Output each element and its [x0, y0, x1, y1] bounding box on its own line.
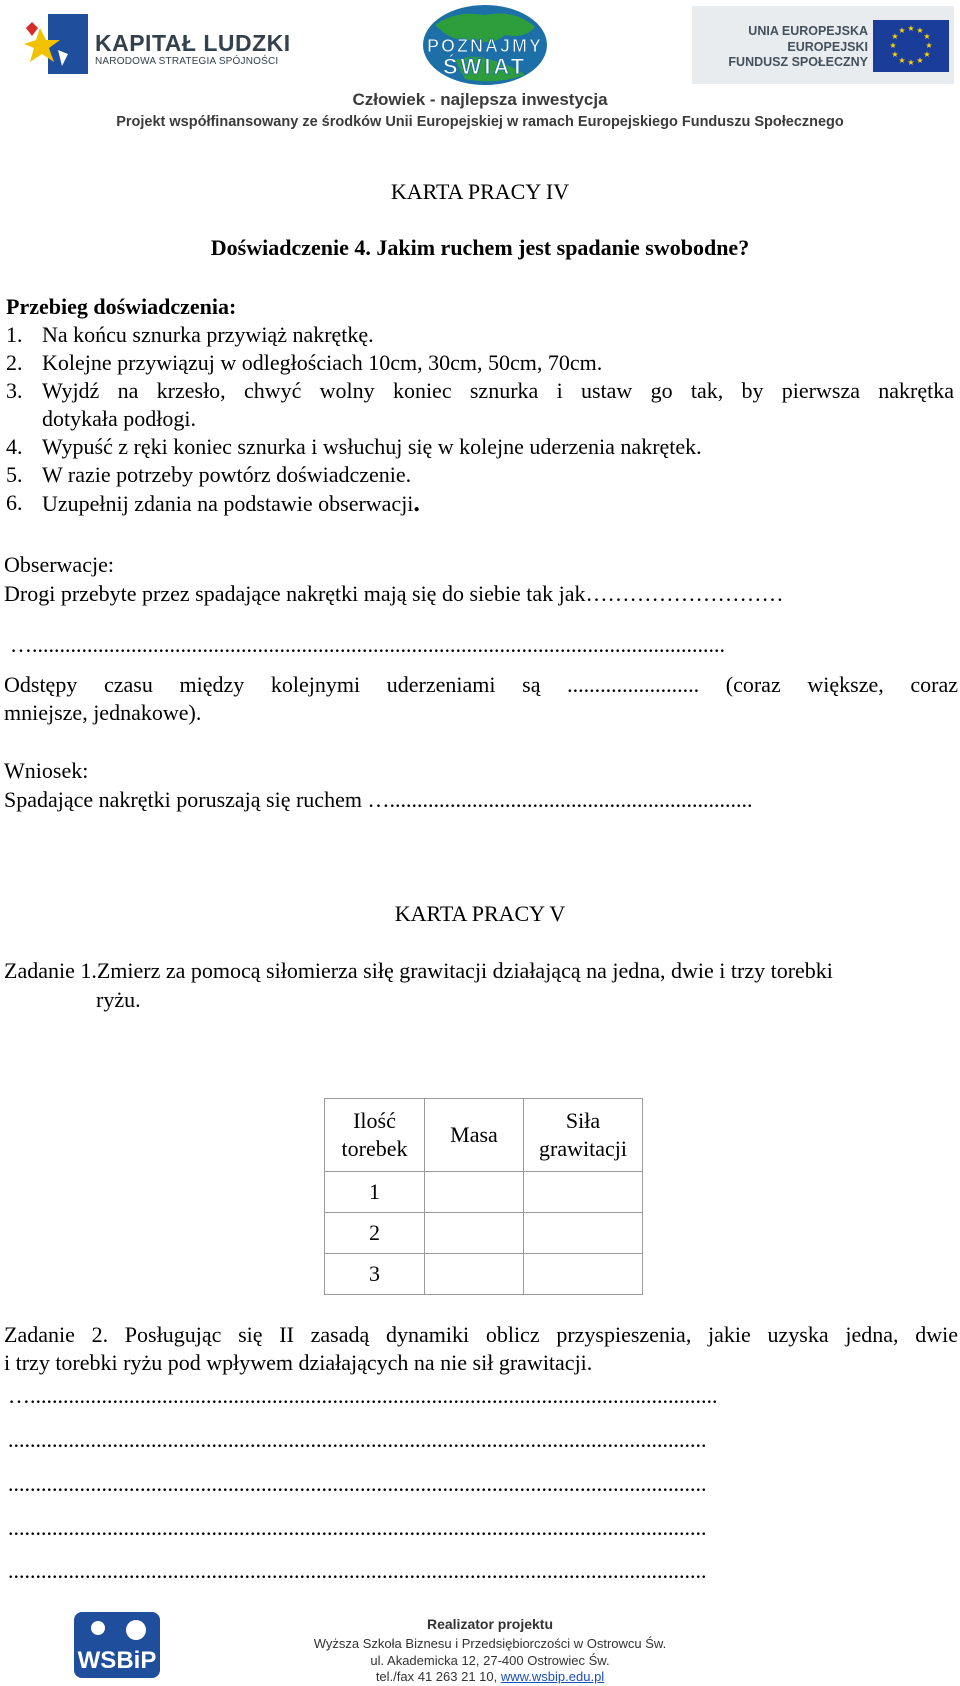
header-cell: Ilość torebek [325, 1099, 425, 1172]
svg-text:★: ★ [916, 56, 924, 65]
header-cell: Masa [425, 1099, 524, 1172]
table-header-row [325, 1099, 643, 1172]
observation-fill-line: ….............................................................................................................................. [10, 632, 725, 657]
gravity-table [324, 1098, 643, 1295]
header-tagline: Człowiek - najlepsza inwestycja [352, 90, 608, 109]
card4-title: KARTA PRACY IV [390, 179, 570, 204]
svg-text:★: ★ [891, 50, 899, 59]
table-row [325, 1213, 643, 1254]
table-row [325, 1172, 643, 1213]
task1-line: Zadanie 1.Zmierz za pomocą siłomierza siłę grawitacji działającą na jedna, dwie i trzy torebki [4, 958, 833, 983]
footer-line: Wyższa Szkoła Biznesu i Przedsiębiorczości w Ostrowcu Św. [313, 1636, 667, 1651]
observation-line: Drogi przebyte przez spadające nakrętki mają się do siebie tak jak……………………… [4, 581, 784, 606]
svg-text:★: ★ [891, 32, 899, 41]
conclusion-line: Spadające nakrętki poruszają się ruchem ….................................................................. [4, 787, 753, 812]
footer-line: ul. Akademicka 12, 27-400 Ostrowiec Św. [370, 1653, 610, 1668]
table-cell [425, 1172, 524, 1213]
step-number: 6. [6, 490, 23, 515]
kapital-ludzki-title: KAPITAŁ LUDZKI [95, 30, 291, 56]
wsbip-logo [72, 1610, 162, 1680]
observation-line: mniejsze, jednakowe). [4, 700, 202, 725]
answer-line: ............................................................................................................................... [8, 1558, 707, 1583]
kapital-ludzki-star-icon [18, 10, 98, 82]
card4-subtitle: Doświadczenie 4. Jakim ruchem jest spadanie swobodne? [210, 235, 750, 260]
svg-text:★: ★ [925, 41, 933, 50]
table-cell: 2 [325, 1213, 425, 1254]
step-number: 5. [6, 462, 23, 487]
step-text-period: . [413, 488, 420, 517]
svg-text:★: ★ [907, 24, 915, 33]
table-cell [524, 1254, 643, 1295]
poznajmy-text: POZNAJMY [426, 36, 543, 56]
step-number: 4. [6, 434, 23, 459]
svg-text:★: ★ [923, 32, 931, 41]
step-text: Kolejne przywiązuj w odległościach 10cm, 30cm, 50cm, 70cm. [42, 350, 603, 375]
ue-line-1: UNIA EUROPEJSKA [748, 24, 868, 38]
svg-text:★: ★ [923, 50, 931, 59]
svg-text:★: ★ [889, 41, 897, 50]
svg-text:★: ★ [907, 58, 915, 67]
card5-title: KARTA PRACY V [394, 901, 566, 926]
step-number: 2. [6, 350, 23, 375]
answer-line: …............................................................................................................................. [8, 1383, 718, 1408]
step-text: Na końcu sznurka przywiąż nakrętkę. [42, 322, 374, 347]
task2-line: Zadanie 2. Posługując się II zasadą dynamiki oblicz przyspieszenia, jakie uzyska jedna, dwie [4, 1322, 958, 1347]
footer-phone: tel./fax 41 263 21 10, [375, 1669, 501, 1684]
footer-title: Realizator projektu [426, 1616, 554, 1632]
table-row [325, 1254, 643, 1295]
svg-text:★: ★ [898, 56, 906, 65]
svg-text:★: ★ [898, 26, 906, 35]
conclusion-heading: Wniosek: [4, 758, 89, 783]
ue-line-3: FUNDUSZ SPOŁECZNY [728, 55, 868, 69]
table-cell: 1 [325, 1172, 425, 1213]
step-text-main: Uzupełnij zdania na podstawie obserwacji [42, 491, 414, 516]
step-text-continued: dotykała podłogi. [42, 406, 196, 431]
footer-website-link[interactable]: www.wsbip.edu.pl [500, 1669, 605, 1684]
answer-line: ............................................................................................................................... [8, 1471, 707, 1496]
answer-line: ............................................................................................................................... [8, 1427, 707, 1452]
task1-line-continued: ryżu. [96, 987, 141, 1012]
table-cell [524, 1213, 643, 1254]
header-cell: Siła grawitacji [524, 1099, 643, 1172]
observations-heading: Obserwacje: [4, 552, 114, 577]
step-text: W razie potrzeby powtórz doświadczenie. [42, 462, 412, 487]
table-cell [425, 1254, 524, 1295]
ue-line-2: EUROPEJSKI [787, 40, 868, 54]
answer-line: ............................................................................................................................... [8, 1515, 707, 1540]
step-number: 1. [6, 322, 23, 347]
kapital-ludzki-subtitle: NARODOWA STRATEGIA SPÓJNOŚCI [95, 56, 279, 67]
step-number: 3. [6, 378, 23, 403]
wsbip-logo-text: WSBiP [77, 1647, 157, 1674]
table-cell [425, 1213, 524, 1254]
task2-line: i trzy torebki ryżu pod wpływem działających na nie sił grawitacji. [4, 1350, 593, 1375]
svg-text:★: ★ [916, 26, 924, 35]
table-cell: 3 [325, 1254, 425, 1295]
table-cell [524, 1172, 643, 1213]
swiat-text: ŚWIAT [442, 54, 528, 79]
step-text: Wyjdź na krzesło, chwyć wolny koniec sznurka i ustaw go tak, by pierwsza nakrętka [42, 378, 954, 403]
procedure-heading: Przebieg doświadczenia: [6, 294, 237, 319]
eu-flag-icon [873, 20, 949, 72]
step-text: Wypuść z ręki koniec sznurka i wsłuchuj się w kolejne uderzenia nakrętek. [42, 434, 702, 459]
step-text [42, 489, 420, 518]
observation-line: Odstępy czasu między kolejnymi uderzeniami są ........................ (coraz większe, coraz [4, 672, 958, 697]
footer-contact [280, 1669, 700, 1684]
header-project-line: Projekt współfinansowany ze środków Unii Europejskiej w ramach Europejskiego Funduszu Społecznego [116, 114, 844, 130]
